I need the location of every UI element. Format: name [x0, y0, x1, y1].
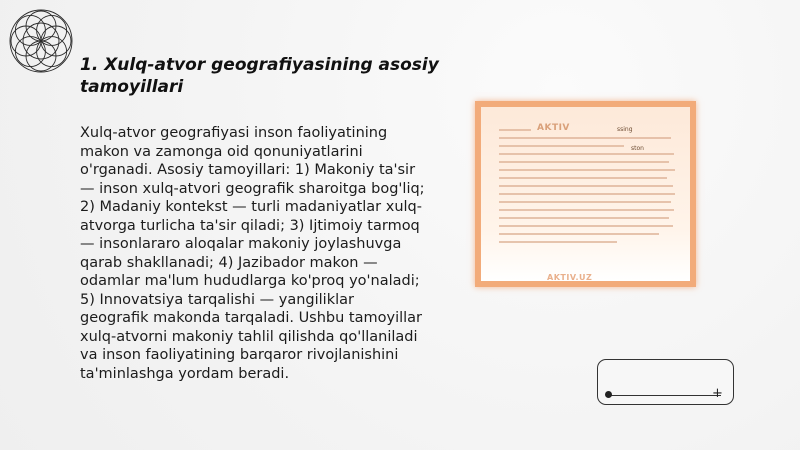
doc-line [499, 129, 531, 131]
slider-dot-icon[interactable] [605, 391, 612, 398]
doc-line [499, 217, 669, 219]
doc-line [499, 241, 617, 243]
doc-line [499, 193, 675, 195]
doc-line [499, 233, 659, 235]
doc-line [499, 145, 624, 147]
doc-line [499, 137, 671, 139]
slider-track[interactable] [609, 395, 721, 396]
doc-line [499, 169, 675, 171]
doc-line [499, 209, 674, 211]
doc-line [499, 153, 674, 155]
doc-line [499, 177, 667, 179]
slider-widget[interactable] [597, 359, 734, 405]
doc-line [499, 161, 669, 163]
slide-body-text: Xulq-atvor geografiyasi inson faoliyatining makon va zamonga oid qonuniyatlarini o'rganadi. Asosiy tamoyillari: 1) Makoniy ta'sir — inson xulq-atvori geografik sharoitga bog'liq; 2) Madaniy kontekst — turli madaniyatlar xulq-atvorga turlicha ta'sir qiladi; 3) Ijtimoiy tarmoq — insonlararo aloqalar makoniy joylashuvga qarab shakllanadi; 4) Jazibador makon — odamlar ma'lum hududlarga ko'proq yo'naladi; 5) Innovatsiya tarqalishi — yangiliklar geografik makonda tarqaladi. Ushbu tamoyillar xulq-atvorni makoniy tahlil qilishda qo'llaniladi va inson faoliyatining barqaror rivojlanishini ta'minlashga yordam beradi. [80, 125, 425, 382]
spirograph-logo-icon [4, 4, 78, 78]
document-preview-image [475, 101, 696, 287]
doc-line [499, 201, 671, 203]
doc-line [499, 225, 673, 227]
document-preview-heading: AKTIV [537, 123, 570, 133]
document-preview-word: ssing [617, 126, 633, 133]
slide-title: 1. Xulq-atvor geografiyasining asosiy tamoyillari [80, 55, 439, 97]
doc-line [499, 185, 673, 187]
document-preview-word: ston [631, 145, 644, 152]
document-preview-page [481, 107, 690, 281]
plus-icon[interactable]: + [712, 386, 723, 401]
document-preview-watermark: AKTIV.UZ [547, 273, 593, 281]
